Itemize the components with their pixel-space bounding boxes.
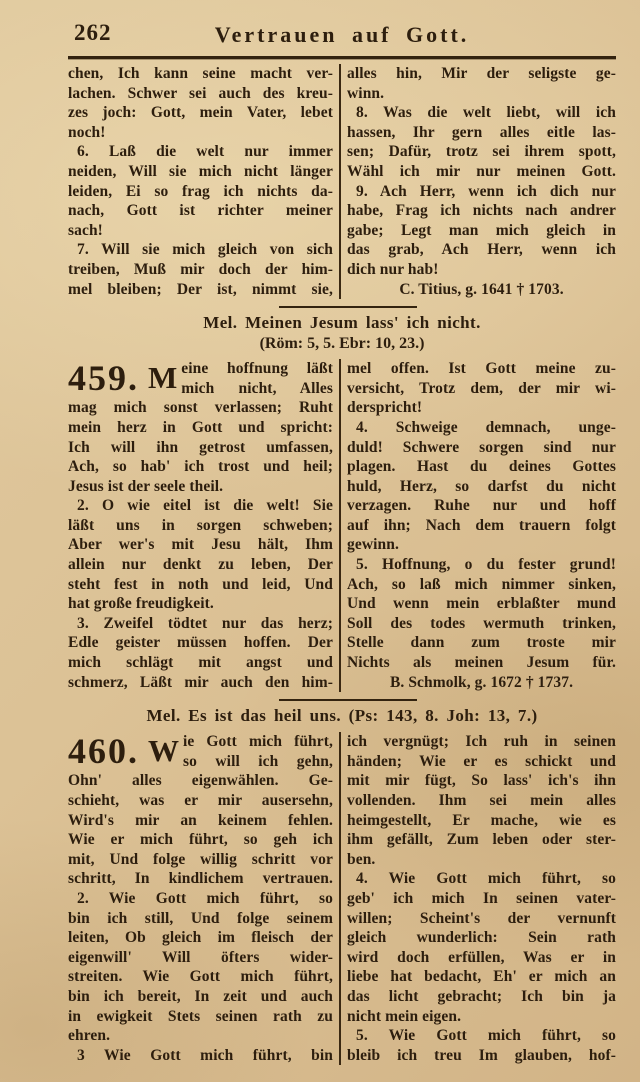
text-line: gleich wunderlich: Sein rath xyxy=(347,929,616,947)
text-line: steht fest in noth und leid, Und xyxy=(68,575,333,593)
text-line: mel offen. Ist Gott meine zu- xyxy=(347,360,616,378)
text-line: chen, Ich kann seine macht ver- xyxy=(68,65,333,82)
text-line: 7. Will sie mich gleich von sich xyxy=(77,241,333,259)
column-divider xyxy=(339,359,341,692)
hymn-460-left-column xyxy=(68,732,333,1065)
text-line: 2. Wie Gott mich führt, so xyxy=(77,889,333,907)
hymn-459-number: 459. xyxy=(68,358,139,399)
text-line: 2. O wie eitel ist die welt! Sie xyxy=(77,497,333,515)
text-line: bin ich bereit, In zeit und auch xyxy=(68,987,333,1005)
section-separator xyxy=(279,306,417,308)
text-line: mit, Und folge willig schritt vor xyxy=(68,850,333,868)
text-line: derspricht! xyxy=(347,399,423,417)
text-line: ben. xyxy=(347,850,376,868)
text-line: B. Schmolk, g. 1672 † 1737. xyxy=(389,673,574,691)
text-line: Soll des todes wermuth trinken, xyxy=(347,614,616,632)
text-line: noch! xyxy=(68,123,106,141)
text-line: Edle geister müssen hoffen. Der xyxy=(68,634,333,652)
hymn-460-left-lines xyxy=(68,732,333,1065)
page-header xyxy=(68,20,616,54)
text-line: vollenden. Ihm sei mein alles xyxy=(347,792,616,809)
text-line: Ach, so hab' ich trost und heil; xyxy=(68,458,333,476)
text-line: nach, Gott ist richter meiner xyxy=(68,202,333,220)
text-line: so will ich gehn, xyxy=(183,752,333,770)
text-line: mag mich sonst verlassen; Ruht xyxy=(68,399,333,417)
text-line: hat große freudigkeit. xyxy=(68,595,214,613)
text-line: das licht gebracht; Ich bin ja xyxy=(347,987,616,1005)
page-number: 262 xyxy=(74,20,112,45)
hymn-459-left-lines xyxy=(68,359,333,692)
page-title: Vertrauen auf Gott. xyxy=(214,22,470,47)
hymn-459-scripture-reference: (Röm: 5, 5. Ebr: 10, 23.) xyxy=(259,335,425,353)
text-line: 5. Hoffnung, o du fester grund! xyxy=(356,556,616,574)
text-line: mit mir fügt, So lass' ich's ihn xyxy=(347,772,616,790)
text-line: Nichts als meinen Jesum für. xyxy=(347,654,616,672)
text-line: 4. Schweige demnach, unge- xyxy=(356,418,616,436)
hymn-460-right-column xyxy=(347,732,616,1065)
text-line: liebe hat bedacht, Eh' er mich an xyxy=(347,968,616,986)
text-line: das grab, Ach Herr, wenn ich xyxy=(347,241,616,259)
text-line: Wie er mich führt, so geh ich xyxy=(68,831,333,849)
text-line: sen; Dafür, trotz sei ihrem spott, xyxy=(347,143,616,161)
text-line: bin ich still, Und folge seinem xyxy=(68,909,333,927)
section-separator xyxy=(279,699,417,701)
text-line: streiten. Wie Gott mich führt, xyxy=(68,968,333,986)
text-line: 9. Ach Herr, wenn ich dich nur xyxy=(356,182,616,200)
hymn-459-left-column xyxy=(68,359,333,692)
text-line: Aber wer's mit Jesu hält, Ihm xyxy=(68,536,333,554)
text-line: winn. xyxy=(347,84,385,102)
text-line: verzagen. Ruhe nur und hoff xyxy=(347,497,616,515)
text-line: eigenwill' Will öfters wider- xyxy=(68,948,333,966)
hymn-458-left-column xyxy=(68,64,333,299)
text-line: leiten, Ob gleich im fleisch der xyxy=(68,929,333,947)
text-line: ie Gott mich führt, xyxy=(183,733,333,751)
text-line: 4. Wie Gott mich führt, so xyxy=(356,870,616,888)
text-line: mel bleiben; Der ist, nimmt sie, xyxy=(68,280,333,298)
text-line: alles hin, Mir der seligste ge- xyxy=(347,65,616,82)
text-line: nicht mein eigen. xyxy=(347,1007,462,1025)
text-line: leiden, Ei so frag ich nichts da- xyxy=(68,182,333,200)
text-line: in ewigkeit Stets seinen rath zu xyxy=(68,1007,333,1025)
text-line: schieht, was er mir ausersehn, xyxy=(68,792,333,809)
text-line: C. Titius, g. 1641 † 1703. xyxy=(399,280,564,298)
hymn-460-number: 460. xyxy=(68,731,139,772)
text-line: Ohn' alles eigenwählen. Ge- xyxy=(68,772,333,790)
text-line: ihm gefällt, Zum leben oder ster- xyxy=(347,831,616,849)
header-rule xyxy=(68,56,616,59)
text-line: schmerz, Läßt mir auch den him- xyxy=(68,673,333,691)
hymn-459-right-column xyxy=(347,359,616,692)
text-line: gabe; Legt man mich gleich in xyxy=(347,221,616,239)
text-line: ehren. xyxy=(68,1027,111,1045)
text-line: dich nur hab! xyxy=(347,260,439,278)
text-line: willen; Scheint's der vernunft xyxy=(347,909,616,927)
text-line: geb' ich mich In seinen vater- xyxy=(347,889,616,907)
text-line: Ach, so laß mich nimmer sinken, xyxy=(347,575,616,593)
text-line: huld, Herz, so darfst du nicht xyxy=(347,477,616,495)
text-line: gewinn. xyxy=(347,536,399,554)
text-line: duld! Schwere sorgen sind nur xyxy=(347,438,616,456)
text-line: habe, Frag ich nichts nach andrer xyxy=(347,202,616,220)
hymn-460-section xyxy=(68,732,616,1065)
text-line: plagen. Hast du deines Gottes xyxy=(347,458,616,476)
text-line: mein herz in Gott und spricht: xyxy=(68,418,333,436)
text-line: händen; Wie er es schickt und xyxy=(347,752,616,770)
text-line: 3 Wie Gott mich führt, bin xyxy=(77,1046,333,1064)
column-divider xyxy=(339,64,341,299)
text-line: allein nur denkt zu leben, Der xyxy=(68,556,333,574)
text-line: mich schlägt mit angst und xyxy=(68,654,333,672)
text-line: 5. Wie Gott mich führt, so xyxy=(356,1027,616,1045)
text-line: sach! xyxy=(68,221,103,239)
hymn-458-section xyxy=(68,64,616,299)
text-line: versicht, Trotz dem, der mir wi- xyxy=(347,379,616,397)
text-line: neiden, Will sie mich nicht länger xyxy=(68,162,333,180)
text-line: bleib ich treu Im glauben, hof- xyxy=(347,1046,616,1064)
hymn-459-section xyxy=(68,359,616,692)
text-line: Wird's mir an keinem fehlen. xyxy=(68,811,333,829)
text-line: auf ihn; Nach dem trauern folgt xyxy=(347,516,616,534)
text-line: Jesus ist der seele theil. xyxy=(68,477,224,495)
text-line: 6. Laß die welt nur immer xyxy=(77,143,333,161)
text-line: schritt, In kindlichem vertrauen. xyxy=(68,870,333,888)
hymn-459-melody-heading: Mel. Meinen Jesum lass' ich nicht. xyxy=(203,313,481,333)
text-line: Ich will ihn getrost umfassen, xyxy=(68,438,333,456)
text-line: Stelle dann zum troste mir xyxy=(347,634,616,652)
text-line: mich nicht, Alles xyxy=(181,379,333,397)
text-line: lachen. Schwer sei auch des kreu- xyxy=(68,84,333,102)
text-line: ich vergnügt; Ich ruh in seinen xyxy=(347,733,616,751)
text-line: 8. Was die welt liebt, will ich xyxy=(356,104,616,122)
text-line: läßt uns in sorgen schweben; xyxy=(68,516,333,534)
hymn-460-melody-heading: Mel. Es ist das heil uns. (Ps: 143, 8. Joh: 13, 7.) xyxy=(146,706,538,726)
hymn-458-right-column xyxy=(347,64,616,299)
column-divider xyxy=(339,732,341,1065)
hymn-460-initial: W xyxy=(148,733,179,769)
text-line: eine hoffnung läßt xyxy=(181,360,333,378)
text-line: Wähl ich mir nur meinen Gott. xyxy=(347,162,616,180)
hymn-459-initial: M xyxy=(148,360,178,396)
text-line: treiben, Muß mir doch der him- xyxy=(68,260,333,278)
text-line: wird doch erfüllen, Was er in xyxy=(347,948,616,966)
text-line: zes joch: Gott, mein Vater, lebet xyxy=(68,104,333,122)
text-line: heimgestellt, Er mache, wie es xyxy=(347,811,616,829)
text-line: hassen, Ihr gern alles eitle las- xyxy=(347,123,616,141)
text-line: 3. Zweifel tödtet nur das herz; xyxy=(77,614,333,632)
text-line: Und wenn mein erblaßter mund xyxy=(347,595,616,613)
